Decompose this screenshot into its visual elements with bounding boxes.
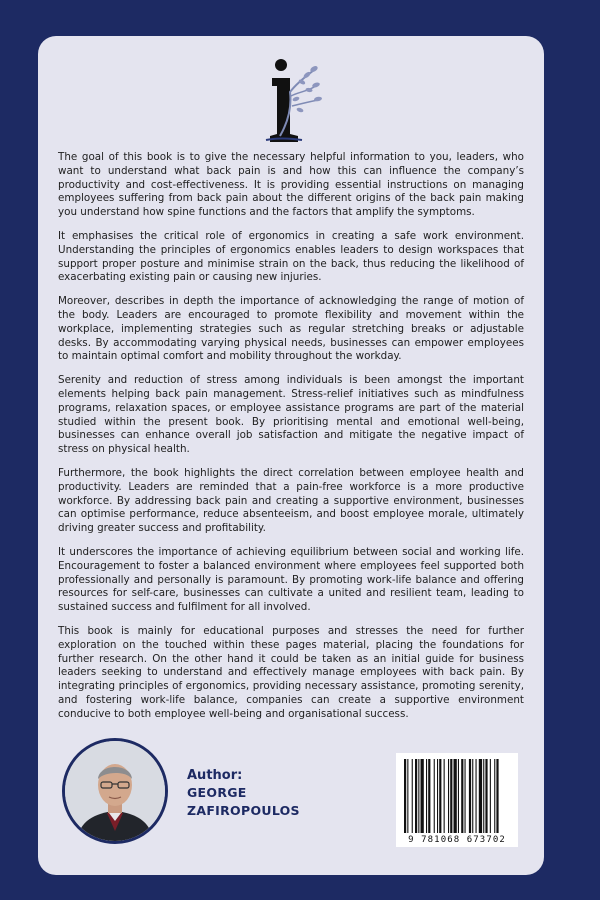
barcode-bar xyxy=(450,759,452,833)
paragraph: It underscores the importance of achieving equilibrium between social and working life. Encouragement to foster a balanced environment where employees feel supported both professionally and personally is paramount. By promoting work-life balance and offering resources for self-care, businesses can cultivate a united and resilient team, leading to sustained success and fulfilment for all involved. xyxy=(58,545,524,614)
author-block xyxy=(187,768,300,820)
barcode-bar xyxy=(469,759,471,833)
barcode-bar xyxy=(407,759,408,833)
barcode-bar xyxy=(428,759,430,833)
description-text xyxy=(58,151,524,731)
paragraph: Serenity and reduction of stress among individuals is been amongst the important elements helping back pain management. Stress-relief initiatives such as mindfulness programs, relaxation spaces, or employee assistance programs are part of the material studied within the present book. By prioritising mental and emotional well-being, businesses can enhance overall job satisfaction and mitigate the negative impact of stress on physical health. xyxy=(58,374,524,456)
barcode-bars xyxy=(396,753,518,835)
author-first-name: GEORGE xyxy=(187,785,247,800)
author-photo xyxy=(62,738,168,844)
barcode-bar xyxy=(494,759,495,833)
barcode-bar xyxy=(434,759,435,833)
barcode-bar xyxy=(454,759,457,833)
barcode-bar xyxy=(418,759,419,833)
barcode-bar xyxy=(458,759,459,833)
isbn-barcode xyxy=(396,753,518,847)
barcode-bar xyxy=(461,759,463,833)
author-label: Author: xyxy=(187,768,243,783)
barcode-bar xyxy=(415,759,417,833)
author-portrait-icon xyxy=(65,741,165,841)
barcode-bar xyxy=(412,759,413,833)
barcode-bar xyxy=(448,759,449,833)
barcode-bar xyxy=(490,759,491,833)
barcode-bar xyxy=(479,759,482,833)
barcode-bar xyxy=(472,759,473,833)
author-last-name: ZAFIROPOULOS xyxy=(187,803,300,818)
barcode-bar xyxy=(465,759,466,833)
barcode-bar xyxy=(404,759,406,833)
barcode-bar xyxy=(421,759,424,833)
isbn-number: 9 781068 673702 xyxy=(408,835,506,845)
barcode-bar xyxy=(476,759,477,833)
barcode-bar xyxy=(437,759,438,833)
paragraph: This book is mainly for educational purposes and stresses the need for further exploration on the touched within these pages material, placing the foundations for further research. On the other hand it could be taken as an initial guide for business leaders seeking to understand and effectively manage employees with back pain. By integrating principles of ergonomics, providing necessary assistance, promoting serenity, and fostering work-life balance, companies can create a supportive environment conducive to both employee well-being and organisational success. xyxy=(58,624,524,720)
barcode-bar xyxy=(496,759,498,833)
paragraph: It emphasises the critical role of ergonomics in creating a safe work environment. Understanding the principles of ergonomics enables leaders to design workspaces that support proper posture and minimise strain on the back, thus reducing the likelihood of exacerbating existing pain or causing new injuries. xyxy=(58,229,524,284)
barcode-bar xyxy=(485,759,487,833)
barcode-bar xyxy=(426,759,427,833)
paragraph: Furthermore, the book highlights the direct correlation between employee health and productivity. Leaders are reminded that a pain-free workforce is a more productive workforce. By addressing back pain and creating a supportive environment, businesses can optimise performance, reduce absenteeism, and boost employee morale, ultimately driving greater success and profitability. xyxy=(58,466,524,535)
barcode-bar xyxy=(439,759,441,833)
publisher-logo-icon xyxy=(258,56,328,148)
paragraph: Moreover, describes in depth the importance of acknowledging the range of motion of the body. Leaders are encouraged to promote flexibility and movement within the workplace, implementing strategies such as regular stretching breaks or adjustable desks. By accommodating varying physical needs, businesses can empower employees to maintain optimal comfort and mobility throughout the workday. xyxy=(58,295,524,363)
paragraph: The goal of this book is to give the necessary helpful information to you, leaders, who want to understand what back pain is and how this can influence the company’s productivity and cost-effectiveness. It is providing essential instructions on managing employees suffering from back pain about the different origins of the back pain making you understand how spine functions and the factors that amplify the symptoms. xyxy=(58,151,524,219)
barcode-bar xyxy=(483,759,484,833)
barcode-bar xyxy=(444,759,445,833)
